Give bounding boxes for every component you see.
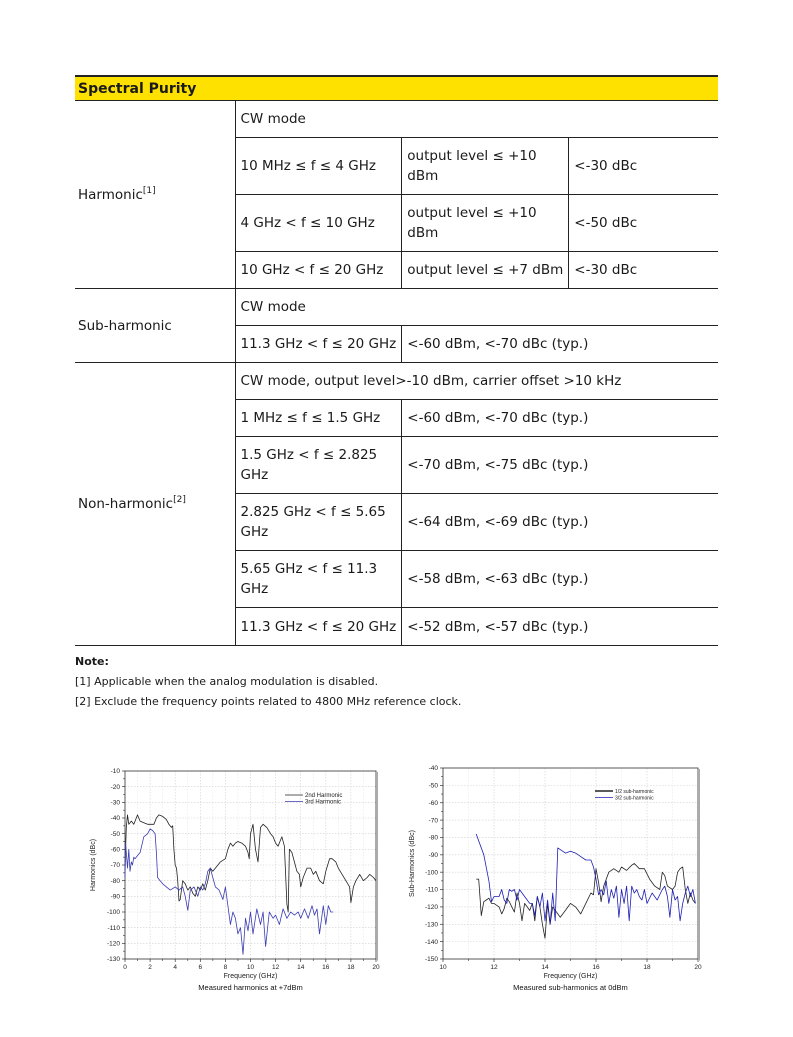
y-tick-label: -130 [106, 956, 120, 964]
legend-label: 2nd Harmonic [305, 793, 343, 799]
y-axis-label: Sub-Harmonics (dBc) [409, 830, 416, 897]
x-tick-label: 18 [347, 964, 355, 971]
series-line-1 [476, 864, 695, 939]
y-tick-label: -80 [428, 834, 438, 842]
harmonic-label: Harmonic[1] [75, 101, 235, 289]
legend-label: 3rd Harmonic [305, 799, 342, 806]
subharmonics-chart-svg [405, 760, 705, 1000]
y-tick-label: -20 [110, 783, 120, 791]
y-tick-label: -10 [110, 768, 120, 776]
frequency-range: 1.5 GHz < f ≤ 2.825 GHz [235, 437, 402, 494]
notes-title: Note: [75, 655, 109, 668]
x-axis-label: Frequency (GHz) [543, 973, 598, 980]
y-tick-label: -110 [107, 924, 120, 932]
y-tick-label: -70 [110, 862, 120, 870]
table-row [75, 363, 718, 400]
y-tick-label: -130 [424, 921, 438, 929]
x-tick-label: 18 [643, 964, 651, 971]
spec-value: <-70 dBm, <-75 dBc (typ.) [402, 437, 718, 494]
y-tick-label: -90 [110, 893, 120, 901]
x-tick-label: 14 [297, 964, 305, 971]
note-item: [2] Exclude the frequency points related to 4800 MHz reference clock. [75, 695, 462, 708]
y-tick-label: -30 [110, 799, 120, 807]
harmonics-chart-svg [85, 760, 390, 1000]
table-title: Spectral Purity [75, 76, 718, 101]
frequency-range: 10 MHz ≤ f ≤ 4 GHz [235, 138, 402, 195]
x-tick-label: 14 [541, 964, 549, 971]
y-tick-label: -120 [424, 904, 438, 912]
y-tick-label: -120 [106, 940, 120, 948]
output-level: output level ≤ +10 dBm [402, 195, 569, 252]
footnote-ref: [2] [173, 495, 186, 505]
table-header-row [75, 76, 718, 101]
spec-value: <-58 dBm, <-63 dBc (typ.) [402, 551, 718, 608]
frequency-range: 11.3 GHz < f ≤ 20 GHz [235, 608, 402, 646]
frequency-range: 4 GHz < f ≤ 10 GHz [235, 195, 402, 252]
x-tick-label: 10 [246, 964, 255, 971]
spec-value: <-60 dBm, <-70 dBc (typ.) [402, 326, 718, 363]
nonharmonic-label: Non-harmonic[2] [75, 363, 235, 646]
x-tick-label: 0 [123, 964, 127, 971]
notes-section [75, 652, 461, 712]
x-tick-label: 12 [271, 964, 280, 971]
table-row [75, 101, 718, 138]
y-tick-label: -40 [110, 815, 120, 823]
series-line-2 [476, 834, 695, 924]
x-tick-label: 2 [148, 964, 152, 971]
x-tick-label: 16 [322, 964, 330, 971]
y-tick-label: -50 [428, 782, 438, 790]
spec-value: <-52 dBm, <-57 dBc (typ.) [402, 608, 718, 646]
y-tick-label: -140 [424, 938, 438, 946]
subharmonics-chart [405, 760, 705, 1004]
y-tick-label: -90 [428, 852, 438, 860]
x-axis-label: Frequency (GHz) [223, 973, 278, 980]
subharmonic-condition: CW mode [235, 289, 718, 326]
y-tick-label: -60 [428, 799, 438, 807]
output-level: output level ≤ +7 dBm [402, 252, 569, 289]
x-tick-label: 20 [372, 964, 380, 971]
y-tick-label: -110 [425, 886, 438, 894]
series-line-2 [125, 829, 333, 954]
y-tick-label: -150 [424, 956, 438, 964]
y-tick-label: -100 [106, 909, 120, 917]
nonharmonic-condition: CW mode, output level>-10 dBm, carrier offset >10 kHz [235, 363, 718, 400]
spec-value: <-30 dBc [569, 138, 718, 195]
legend-label: 3/2 sub-harmonic [615, 795, 654, 802]
x-tick-label: 16 [592, 964, 600, 971]
frequency-range: 10 GHz < f ≤ 20 GHz [235, 252, 402, 289]
y-tick-label: -50 [110, 830, 120, 838]
y-tick-label: -40 [428, 765, 438, 773]
y-tick-label: -60 [110, 846, 120, 854]
output-level: output level ≤ +10 dBm [402, 138, 569, 195]
frequency-range: 2.825 GHz < f ≤ 5.65 GHz [235, 494, 402, 551]
x-tick-label: 10 [439, 964, 447, 971]
note-item: [1] Applicable when the analog modulation is disabled. [75, 675, 379, 688]
harmonic-condition: CW mode [235, 101, 718, 138]
frequency-range: 11.3 GHz < f ≤ 20 GHz [235, 326, 402, 363]
subharmonic-label: Sub-harmonic [75, 289, 235, 363]
table-row [75, 289, 718, 326]
x-tick-label: 12 [490, 964, 498, 971]
y-tick-label: -80 [110, 877, 120, 885]
spec-value: <-60 dBm, <-70 dBc (typ.) [402, 400, 718, 437]
legend-label: 1/2 sub-harmonic [615, 789, 654, 795]
spectral-purity-table [75, 75, 718, 646]
chart-title: Measured sub-harmonics at 0dBm [513, 983, 628, 992]
spec-value: <-50 dBc [569, 195, 718, 252]
x-tick-label: 8 [223, 964, 228, 971]
x-tick-label: 6 [198, 964, 203, 971]
y-axis-label: Harmonics (dBc) [90, 838, 97, 892]
spec-value: <-30 dBc [569, 252, 718, 289]
y-tick-label: -100 [424, 869, 438, 877]
harmonics-chart [85, 760, 390, 1004]
y-tick-label: -70 [428, 817, 438, 825]
frequency-range: 5.65 GHz < f ≤ 11.3 GHz [235, 551, 402, 608]
x-tick-label: 20 [694, 964, 702, 971]
footnote-ref: [1] [142, 185, 156, 196]
x-tick-label: 4 [173, 964, 178, 971]
spec-value: <-64 dBm, <-69 dBc (typ.) [402, 494, 718, 551]
chart-title: Measured harmonics at +7dBm [198, 983, 303, 992]
frequency-range: 1 MHz ≤ f ≤ 1.5 GHz [235, 400, 402, 437]
